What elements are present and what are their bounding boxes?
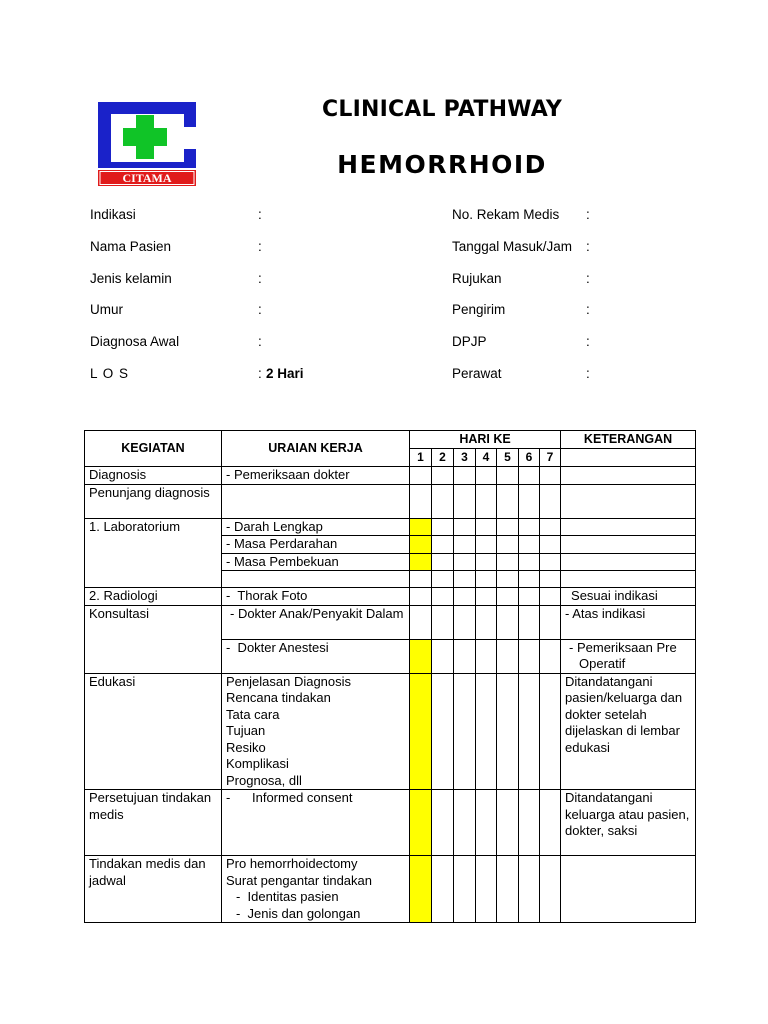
day-cell [410, 571, 432, 588]
day-cell [476, 639, 497, 673]
row-kegiatan: Penunjang diagnosis [85, 484, 222, 518]
day-cell [432, 466, 454, 484]
day-cell [454, 639, 476, 673]
uraian-line: - Identitas pasien [236, 889, 339, 904]
uraian-line: Penjelasan Diagnosis [226, 673, 352, 689]
row-keterangan [561, 553, 696, 571]
keterangan-day-spacer [561, 449, 696, 467]
day-cell [432, 605, 454, 639]
row-uraian: - Masa Pembekuan [222, 553, 410, 571]
day-6: 6 [519, 449, 540, 467]
day-cell [519, 588, 540, 606]
field-jenis-kelamin-colon: : [258, 271, 262, 286]
field-nama-pasien-label: Nama Pasien [90, 239, 172, 254]
day-cell [540, 536, 561, 554]
row-uraian [222, 673, 410, 790]
day-cell [476, 518, 497, 536]
uraian-line: Rencana tindakan [226, 690, 331, 705]
day-cell [519, 484, 540, 518]
day-cell [432, 484, 454, 518]
row-kegiatan: 1. Laboratorium [85, 518, 222, 588]
day-cell [497, 553, 519, 571]
day-cell [432, 571, 454, 588]
day-3: 3 [454, 449, 476, 467]
day-cell [497, 673, 519, 790]
row-uraian [222, 484, 410, 518]
day-cell [432, 553, 454, 571]
field-pengirim-label: Pengirim [452, 302, 506, 317]
col-header-kegiatan: KEGIATAN [85, 431, 222, 467]
row-kegiatan: 2. Radiologi [85, 588, 222, 606]
day-cell [540, 466, 561, 484]
day-cell [454, 856, 476, 923]
day-cell [432, 856, 454, 923]
day-cell-highlighted [410, 553, 432, 571]
row-uraian: - Informed consent [222, 790, 410, 856]
day-5: 5 [497, 449, 519, 467]
field-nama-pasien-colon: : [258, 239, 262, 254]
logo-text: CITAMA [122, 171, 172, 185]
table-row [85, 518, 696, 536]
pathway-table [84, 430, 696, 923]
day-cell [454, 484, 476, 518]
field-jenis-kelamin-label: Jenis kelamin [90, 271, 172, 286]
row-keterangan [561, 536, 696, 554]
day-cell [454, 605, 476, 639]
row-uraian: - Dokter Anestesi [222, 639, 410, 673]
day-cell [497, 588, 519, 606]
day-cell [540, 518, 561, 536]
row-uraian: - Thorak Foto [222, 588, 410, 606]
field-dpjp-label: DPJP [452, 334, 487, 349]
day-cell [540, 553, 561, 571]
day-cell [454, 673, 476, 790]
day-cell [410, 588, 432, 606]
row-keterangan: Sesuai indikasi [561, 588, 696, 606]
field-tanggal-masuk-label: Tanggal Masuk/Jam [452, 239, 573, 254]
col-header-uraian: URAIAN KERJA [222, 431, 410, 467]
table-row [85, 790, 696, 856]
day-cell [454, 790, 476, 856]
day-cell [519, 518, 540, 536]
row-keterangan: - Atas indikasi [561, 605, 696, 639]
day-cell [454, 553, 476, 571]
uraian-line: Tata cara [226, 706, 280, 722]
field-rujukan-colon: : [586, 271, 590, 286]
table-row [85, 484, 696, 518]
uraian-line: Komplikasi [226, 756, 289, 771]
field-umur-colon: : [258, 302, 262, 317]
day-cell-highlighted [410, 790, 432, 856]
day-cell [476, 553, 497, 571]
row-kegiatan: Diagnosis [85, 466, 222, 484]
day-cell [497, 605, 519, 639]
table-row [85, 588, 696, 606]
page-title: CLINICAL PATHWAY [322, 97, 562, 122]
day-cell-highlighted [410, 856, 432, 923]
day-cell-highlighted [410, 673, 432, 790]
day-cell [476, 571, 497, 588]
field-los-colon: : [258, 366, 262, 381]
uraian-line: Surat pengantar tindakan [226, 872, 372, 888]
field-no-rekam-medis-colon: : [586, 207, 590, 222]
day-cell [497, 518, 519, 536]
field-perawat-colon: : [586, 366, 590, 381]
day-cell [432, 518, 454, 536]
table-row [85, 605, 696, 639]
col-header-hari-ke: HARI KE [410, 431, 561, 449]
day-cell [497, 856, 519, 923]
day-cell [476, 588, 497, 606]
day-cell [540, 588, 561, 606]
day-cell [476, 466, 497, 484]
day-cell [454, 518, 476, 536]
day-cell [454, 571, 476, 588]
row-uraian [222, 856, 410, 923]
table-row [85, 466, 696, 484]
field-umur-label: Umur [90, 302, 123, 317]
row-uraian: - Darah Lengkap [222, 518, 410, 536]
row-keterangan [561, 571, 696, 588]
keterangan-text: - Pemeriksaan Pre Operatif [569, 639, 677, 671]
uraian-line: Resiko [226, 739, 266, 755]
row-kegiatan: Persetujuan tindakan medis [85, 790, 222, 856]
day-cell [540, 790, 561, 856]
day-cell [476, 790, 497, 856]
row-uraian: - Masa Perdarahan [222, 536, 410, 554]
day-cell [476, 673, 497, 790]
col-header-keterangan: KETERANGAN [561, 431, 696, 449]
field-perawat-label: Perawat [452, 366, 502, 381]
table-row [85, 673, 696, 790]
page-subtitle: HEMORRHOID [337, 150, 547, 179]
uraian-text: - Dokter Anak/Penyakit Dalam [230, 605, 404, 621]
day-cell [497, 790, 519, 856]
day-cell [519, 553, 540, 571]
row-keterangan [561, 466, 696, 484]
day-cell [410, 484, 432, 518]
row-keterangan: Ditandatangani keluarga atau pasien, dokter, saksi [561, 790, 696, 856]
day-cell [519, 571, 540, 588]
day-cell [540, 605, 561, 639]
day-cell [454, 536, 476, 554]
field-rujukan-label: Rujukan [452, 271, 502, 286]
uraian-line: Tujuan [226, 723, 266, 738]
day-cell [476, 484, 497, 518]
uraian-line: Pro hemorrhoidectomy [226, 856, 358, 871]
day-cell [519, 466, 540, 484]
field-indikasi-label: Indikasi [90, 207, 136, 222]
field-dpjp-colon: : [586, 334, 590, 349]
day-cell [540, 856, 561, 923]
day-cell [476, 536, 497, 554]
day-cell [454, 466, 476, 484]
row-uraian: - Pemeriksaan dokter [222, 466, 410, 484]
day-7: 7 [540, 449, 561, 467]
day-cell [519, 790, 540, 856]
uraian-line: Prognosa, dll [226, 772, 302, 788]
day-cell [410, 605, 432, 639]
day-cell [497, 639, 519, 673]
day-2: 2 [432, 449, 454, 467]
day-cell [540, 484, 561, 518]
day-cell-highlighted [410, 518, 432, 536]
citama-logo [98, 102, 196, 186]
field-diagnosa-awal-colon: : [258, 334, 262, 349]
field-no-rekam-medis-label: No. Rekam Medis [452, 207, 560, 222]
row-uraian [222, 571, 410, 588]
field-diagnosa-awal-label: Diagnosa Awal [90, 334, 180, 349]
row-keterangan [561, 518, 696, 536]
row-uraian [222, 605, 410, 639]
field-indikasi-colon: : [258, 207, 262, 222]
day-cell [540, 571, 561, 588]
uraian-line: - Jenis dan golongan [236, 905, 361, 921]
field-pengirim-colon: : [586, 302, 590, 317]
field-los-value: 2 Hari [266, 366, 304, 381]
logo-cross-horizontal [123, 128, 167, 146]
table-header-row [85, 431, 696, 449]
day-cell [432, 536, 454, 554]
row-keterangan: Ditandatangani pasien/keluarga dan dokter setelah dijelaskan di lembar edukasi [561, 673, 696, 790]
day-cell [432, 639, 454, 673]
row-kegiatan: Edukasi [85, 673, 222, 790]
day-1: 1 [410, 449, 432, 467]
row-keterangan [561, 639, 696, 673]
day-cell [476, 605, 497, 639]
day-cell [432, 790, 454, 856]
field-los-label: L O S [90, 366, 130, 381]
day-cell [540, 639, 561, 673]
day-cell-highlighted [410, 639, 432, 673]
row-keterangan [561, 484, 696, 518]
day-cell [519, 605, 540, 639]
day-cell [410, 466, 432, 484]
day-cell [497, 484, 519, 518]
day-cell [497, 571, 519, 588]
day-cell [454, 588, 476, 606]
day-cell [432, 673, 454, 790]
day-cell [519, 536, 540, 554]
day-cell [540, 673, 561, 790]
row-keterangan [561, 856, 696, 923]
day-cell [497, 536, 519, 554]
day-cell [476, 856, 497, 923]
day-cell [519, 639, 540, 673]
table-row [85, 856, 696, 923]
day-cell [519, 673, 540, 790]
day-cell [497, 466, 519, 484]
row-kegiatan: Konsultasi [85, 605, 222, 673]
row-kegiatan: Tindakan medis dan jadwal [85, 856, 222, 923]
day-4: 4 [476, 449, 497, 467]
day-cell [519, 856, 540, 923]
field-tanggal-masuk-colon: : [586, 239, 590, 254]
day-cell [432, 588, 454, 606]
day-cell-highlighted [410, 536, 432, 554]
